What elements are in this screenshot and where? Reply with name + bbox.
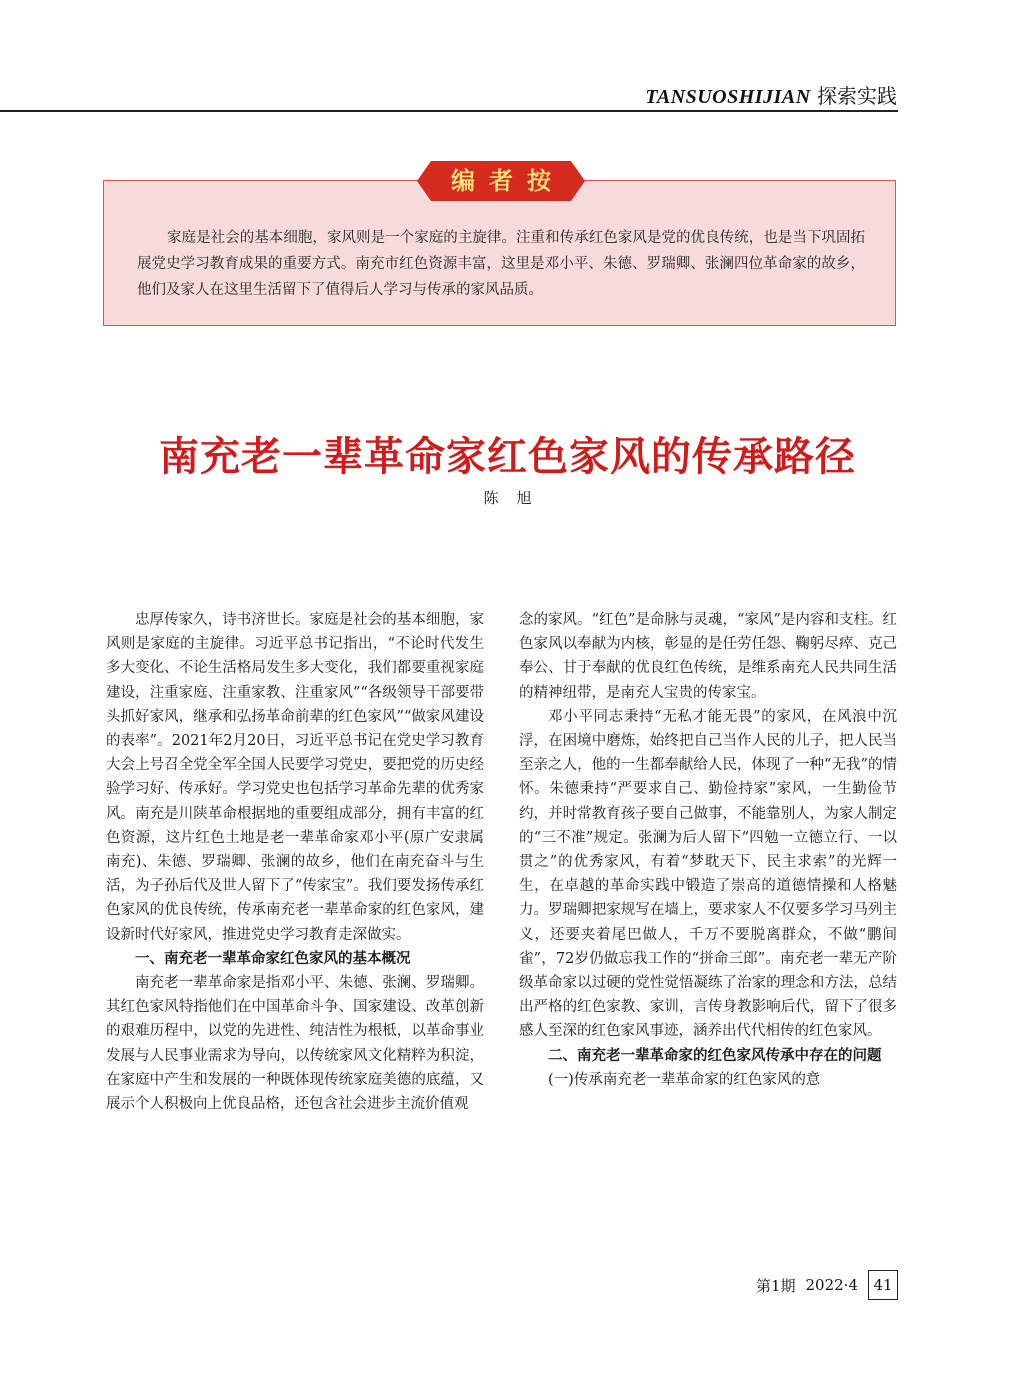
- editor-note-label: 编者按: [451, 166, 565, 195]
- header-divider: [0, 110, 898, 112]
- section-heading: 二、南充老一辈革命家的红色家风传承中存在的问题: [548, 1047, 882, 1064]
- article-title: 南充老一辈革命家红色家风的传承路径: [159, 433, 856, 480]
- section-title-chinese: 探索实践: [817, 84, 897, 108]
- journal-section-header: [645, 80, 897, 109]
- page-footer: [756, 1269, 898, 1301]
- left-column: [106, 608, 484, 1116]
- paragraph: 南充老一辈革命家是指邓小平、朱德、张澜、罗瑞卿。其红色家风特指他们在中国革命斗争、国家建设、改革创新的艰难历程中，以党的先进性、纯洁性为根柢，以革命事业发展与人民事业需求为导向，以传统家风文化精粹为积淀，在家庭中产生和发展的一种既体现传统家庭美德的底蕴，又展示个人积极向上优良品格，还包含社会进步主流价值观: [106, 975, 484, 1113]
- right-column: [519, 608, 897, 1092]
- issue-year: 2022·4: [805, 1276, 858, 1294]
- issue-number: 第1期: [755, 1276, 796, 1295]
- paragraph: 念的家风。“红色”是命脉与灵魂，“家风”是内容和支柱。红色家风以奉献为内核，彰显的是任劳任怨、鞠躬尽瘁、克己奉公、甘于奉献的优良红色传统，是维系南充人民共同生活的精神纽带，是南充人宝贵的传家宝。: [519, 612, 897, 701]
- page-number: 41: [868, 1270, 898, 1300]
- editor-note-badge: [417, 161, 585, 201]
- section-title-english: TANSUOSHIJIAN: [645, 86, 811, 108]
- editor-note-text: 家庭是社会的基本细胞，家风则是一个家庭的主旋律。注重和传承红色家风是党的优良传统，也是当下巩固拓展党史学习教育成果的重要方式。南充市红色资源丰富，这里是邓小平、朱德、罗瑞卿、张澜四位革命家的故乡，他们及家人在这里生活留下了值得后人学习与传承的家风品质。: [137, 230, 865, 298]
- section-heading: 一、南充老一辈革命家红色家风的基本概况: [135, 950, 411, 967]
- paragraph: 邓小平同志秉持“无私才能无畏”的家风，在风浪中沉浮，在困境中磨炼，始终把自己当作人民的儿子，把人民当至亲之人，他的一生都奉献给人民，体现了一种“无我”的情怀。朱德秉持“严要求自己、勤俭持家”家风，一生勤俭节约，并时常教育孩子要自己做事，不能靠别人，为家人制定的“三不准”规定。张澜为后人留下“四勉一立德立行、一以贯之”的优秀家风，有着“梦耽天下、民主求索”的光辉一生，在卓越的革命实践中锻造了崇高的道德情操和人格魅力。罗瑞卿把家规写在墙上，要求家人不仅要多学习马列主义，还要夹着尾巴做人，千万不要脱离群众，不做“鹏间雀”，72岁仍做忘我工作的“拼命三郎”。南充老一辈无产阶级革命家以过硬的党性觉悟凝练了治家的理念和方法，总结出严格的红色家教、家训，言传身教影响后代，留下了很多感人至深的红色家风事迹，涵养出代代相传的红色家风。: [519, 708, 897, 1040]
- subsection-heading: (一)传承南充老一辈革命家的红色家风的意: [548, 1071, 821, 1088]
- article-author: 陈旭: [483, 489, 550, 507]
- paragraph: 忠厚传家久，诗书济世长。家庭是社会的基本细胞，家风则是家庭的主旋律。习近平总书记指出，“不论时代发生多大变化、不论生活格局发生多大变化，我们都要重视家庭建设，注重家庭、注重家教、注重家风”“各级领导干部要带头抓好家风，继承和弘扬革命前辈的红色家风”“做家风建设的表率”。2021年2月20日，习近平总书记在党史学习教育大会上号召全党全军全国人民要学习党史，要把党的历史经验学习好、传承好。学习党史也包括学习革命先辈的优秀家风。南充是川陕革命根据地的重要组成部分，拥有丰富的红色资源，这片红色土地是老一辈革命家邓小平(原广安隶属南充)、朱德、罗瑞卿、张澜的故乡，他们在南充奋斗与生活，为子孙后代及世人留下了“传家宝”。我们要发扬传承红色家风的优良传统，传承南充老一辈革命家的红色家风，建设新时代好家风，推进党史学习教育走深做实。: [106, 612, 484, 943]
